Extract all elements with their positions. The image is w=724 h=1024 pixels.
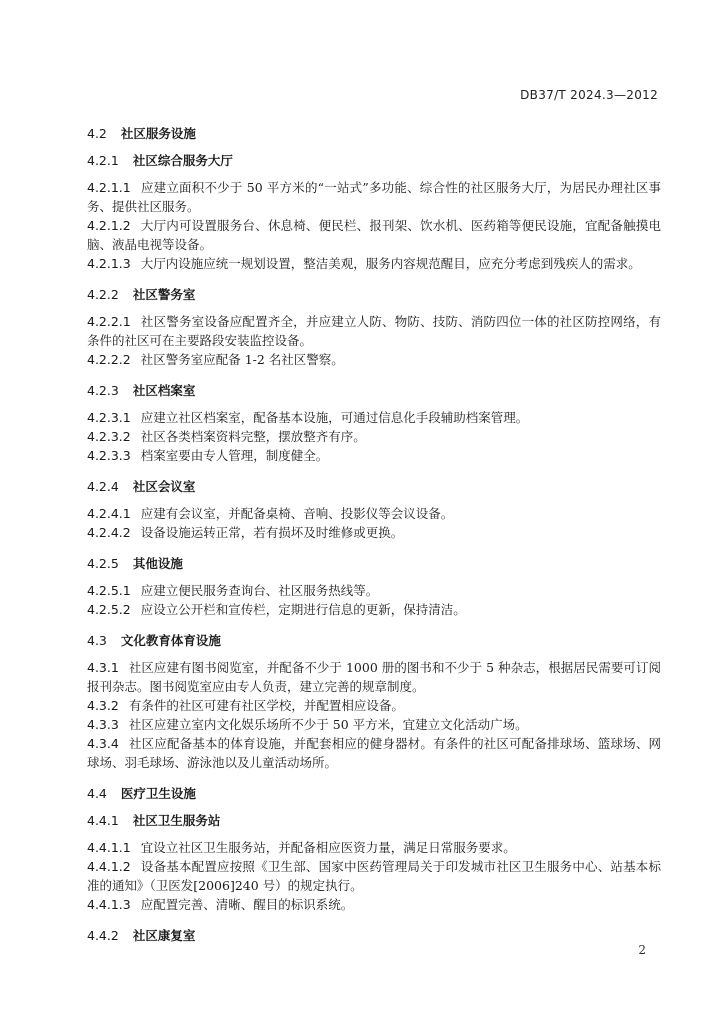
clause-text: 应建有会议室，并配备桌椅、音响、投影仪等会议设备。: [140, 506, 454, 521]
clause-paragraph: [87, 350, 661, 369]
heading-text: 社区警务室: [132, 287, 196, 302]
spacer: [87, 772, 661, 778]
clause-number: 4.3: [87, 633, 107, 648]
section-heading: [87, 124, 661, 143]
heading-text: 社区会议室: [132, 479, 196, 494]
clause-text: 有条件的社区可建有社区学校，并配置相应设备。: [128, 698, 404, 713]
clause-number: 4.2.3.1: [87, 410, 131, 425]
clause-number: 4.2.5.1: [87, 583, 131, 598]
heading-text: 医疗卫生设施: [120, 786, 196, 801]
clause-number: 4.4.1.2: [87, 859, 131, 874]
clause-text: 应配置完善、清晰、醒目的标识系统。: [140, 897, 354, 912]
clause-paragraph: [87, 715, 661, 734]
heading-text: 文化教育体育设施: [120, 633, 221, 648]
clause-paragraph: [87, 600, 661, 619]
spacer: [87, 273, 661, 279]
heading-text: 社区档案室: [132, 383, 196, 398]
page-number: 2: [638, 943, 646, 957]
clause-number: 4.2.2.2: [87, 352, 131, 367]
clause-paragraph: [87, 254, 661, 273]
heading-text: 其他设施: [132, 556, 183, 571]
clause-number: 4.2.4.2: [87, 525, 131, 540]
document-body: [87, 118, 661, 953]
clause-number: 4.2: [87, 126, 107, 141]
clause-text: 设备设施运转正常，若有损坏及时维修或更换。: [140, 525, 404, 540]
clause-paragraph: [87, 408, 661, 427]
clause-number: 4.3.4: [87, 736, 119, 751]
clause-paragraph: [87, 734, 661, 772]
clause-number: 4.4.1.1: [87, 840, 131, 855]
clause-number: 4.3.3: [87, 717, 119, 732]
section-heading: [87, 784, 661, 803]
section-heading: [87, 285, 661, 304]
clause-text: 应建立社区档案室，配备基本设施，可通过信息化手段辅助档案管理。: [140, 410, 529, 425]
clause-text: 大厅内设施应统一规划设置，整洁美观，服务内容规范醒目，应充分考虑到残疾人的需求。: [140, 256, 641, 271]
clause-paragraph: [87, 504, 661, 523]
clause-text: 社区警务室应配备 1-2 名社区警察。: [140, 352, 344, 367]
clause-text: 设备基本配置应按照《卫生部、国家中医药管理局关于印发城市社区卫生服务中心、站基本标准的通知》（卫医发[2006]240 号）的规定执行。: [87, 859, 661, 893]
heading-text: 社区康复室: [132, 928, 196, 943]
clause-number: 4.4.2: [87, 928, 119, 943]
section-heading: [87, 554, 661, 573]
clause-number: 4.2.2.1: [87, 314, 131, 329]
clause-text: 大厅内可设置服务台、休息椅、便民栏、报刊架、饮水机、医药箱等便民设施，宜配备触摸电脑、液晶电视等设备。: [87, 218, 661, 252]
section-heading: [87, 926, 661, 945]
clause-number: 4.3.1: [87, 660, 119, 675]
document-id-header: DB37/T 2024.3—2012: [520, 88, 658, 102]
spacer: [87, 619, 661, 625]
clause-text: 社区应建有图书阅览室，并配备不少于 1000 册的图书和不少于 5 种杂志，根据居民需要可订阅报刊杂志。图书阅览室应由专人负责，建立完善的规章制度。: [87, 660, 661, 694]
clause-text: 宜设立社区卫生服务站，并配备相应医资力量，满足日常服务要求。: [140, 840, 516, 855]
clause-paragraph: [87, 658, 661, 696]
section-heading: [87, 151, 661, 170]
clause-number: 4.4: [87, 786, 107, 801]
heading-text: 社区卫生服务站: [132, 813, 221, 828]
clause-paragraph: [87, 895, 661, 914]
clause-number: 4.2.1.1: [87, 180, 131, 195]
clause-number: 4.2.4.1: [87, 506, 131, 521]
clause-number: 4.2.2: [87, 287, 119, 302]
clause-paragraph: [87, 696, 661, 715]
section-heading: [87, 631, 661, 650]
clause-text: 社区应建立室内文化娱乐场所不少于 50 平方米，宜建立文化活动广场。: [128, 717, 528, 732]
clause-number: 4.4.1.3: [87, 897, 131, 912]
spacer: [87, 542, 661, 548]
clause-text: 档案室要由专人管理，制度健全。: [140, 448, 329, 463]
clause-number: 4.2.4: [87, 479, 119, 494]
clause-number: 4.2.1.2: [87, 218, 131, 233]
clause-paragraph: [87, 857, 661, 895]
heading-text: 社区综合服务大厅: [132, 153, 233, 168]
clause-text: 社区各类档案资料完整，摆放整齐有序。: [140, 429, 366, 444]
clause-paragraph: [87, 216, 661, 254]
clause-text: 社区应配备基本的体育设施，并配套相应的健身器材。有条件的社区可配备排球场、篮球场、网球场、羽毛球场、游泳池以及儿童活动场所。: [87, 736, 661, 770]
spacer: [87, 465, 661, 471]
clause-number: 4.3.2: [87, 698, 119, 713]
clause-paragraph: [87, 178, 661, 216]
clause-paragraph: [87, 581, 661, 600]
clause-number: 4.4.1: [87, 813, 119, 828]
clause-text: 应建立面积不少于 50 平方米的“一站式”多功能、综合性的社区服务大厅，为居民办理社区事务、提供社区服务。: [87, 180, 661, 214]
clause-text: 社区警务室设备应配置齐全，并应建立人防、物防、技防、消防四位一体的社区防控网络，有条件的社区可在主要路段安装监控设备。: [87, 314, 661, 348]
clause-number: 4.2.1: [87, 153, 119, 168]
clause-number: 4.2.1.3: [87, 256, 131, 271]
clause-paragraph: [87, 312, 661, 350]
section-heading: [87, 381, 661, 400]
clause-paragraph: [87, 523, 661, 542]
clause-paragraph: [87, 427, 661, 446]
heading-text: 社区服务设施: [120, 126, 196, 141]
section-heading: [87, 477, 661, 496]
clause-number: 4.2.3.2: [87, 429, 131, 444]
clause-number: 4.2.3.3: [87, 448, 131, 463]
clause-number: 4.2.3: [87, 383, 119, 398]
spacer: [87, 914, 661, 920]
clause-text: 应建立便民服务查询台、社区服务热线等。: [140, 583, 379, 598]
spacer: [87, 369, 661, 375]
clause-number: 4.2.5.2: [87, 602, 131, 617]
clause-number: 4.2.5: [87, 556, 119, 571]
clause-paragraph: [87, 838, 661, 857]
clause-text: 应设立公开栏和宣传栏，定期进行信息的更新，保持清洁。: [140, 602, 466, 617]
section-heading: [87, 811, 661, 830]
clause-paragraph: [87, 446, 661, 465]
